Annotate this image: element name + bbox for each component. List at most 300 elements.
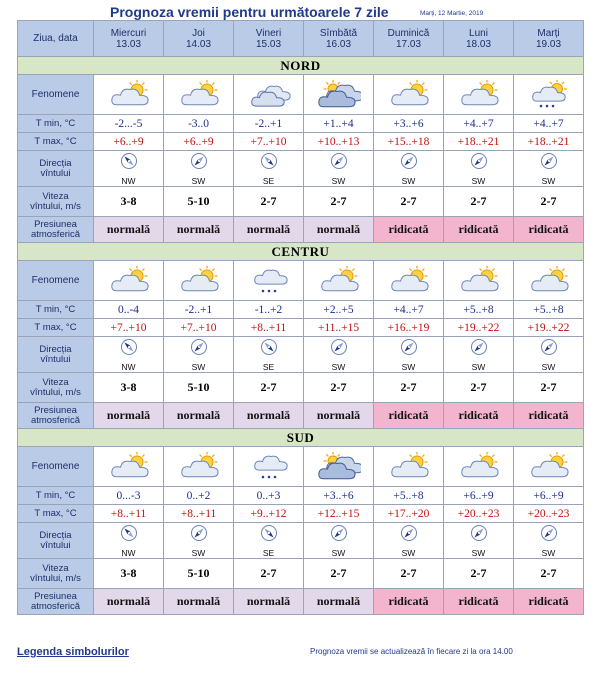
wind-direction-label-line2: vîntului	[40, 167, 71, 179]
sun-snow-icon	[514, 75, 584, 115]
tmax-text: +20..+23	[527, 507, 570, 520]
tmin-label-cell	[18, 487, 94, 505]
wind-direction-text: SW	[541, 547, 556, 558]
snow-cloud-icon	[234, 261, 304, 301]
wind-speed-text: 2-7	[470, 380, 487, 394]
wind-speed-text: 2-7	[260, 380, 277, 394]
wind-speed-text: 2-7	[470, 566, 487, 580]
pressure-value	[514, 589, 584, 615]
wind-direction-label-line1: Direcția	[39, 343, 72, 355]
pressure-value	[234, 589, 304, 615]
sun-cloud-icon	[444, 447, 514, 487]
tmax-value	[304, 319, 374, 337]
pressure-text: ridicată	[388, 594, 429, 608]
pressure-text: ridicată	[458, 594, 499, 608]
tmax-text: +8..+11	[110, 507, 147, 520]
tmax-value	[304, 505, 374, 523]
pressure-text: ridicată	[458, 408, 499, 422]
tmin-value	[234, 487, 304, 505]
pressure-value	[444, 403, 514, 429]
compass-icon	[400, 152, 418, 175]
wind-speed-value	[94, 187, 164, 217]
pressure-value	[164, 589, 234, 615]
pressure-label-cell	[18, 589, 94, 615]
wind-speed-value	[234, 373, 304, 403]
fenomene-label: Fenomene	[31, 88, 80, 100]
tmin-text: +4..+7	[533, 117, 564, 130]
wind-speed-value	[304, 559, 374, 589]
day-name: Sîmbătă	[319, 27, 358, 39]
day-header-cell	[304, 21, 374, 57]
header-row	[18, 21, 584, 57]
pressure-text: ridicată	[458, 222, 499, 236]
pressure-label-cell	[18, 217, 94, 243]
tmax-text: +7..+10	[180, 321, 217, 334]
wind-speed-text: 3-8	[120, 566, 137, 580]
sun-cloud-icon	[444, 261, 514, 301]
wind-direction-text: NW	[121, 175, 136, 186]
tmin-text: -1..+2	[254, 303, 283, 316]
day-date: 17.03	[395, 38, 422, 50]
tmax-label-cell	[18, 319, 94, 337]
tmin-text: 0..+3	[256, 489, 281, 502]
wind-direction	[94, 152, 163, 186]
wind-direction-label-line1: Direcția	[39, 529, 72, 541]
wind-speed-value	[514, 373, 584, 403]
wind-direction-label-cell	[18, 337, 94, 373]
wind-direction-text: SW	[331, 547, 346, 558]
day-name: Miercuri	[110, 27, 147, 39]
update-note: Prognoza vremii se actualizează în fiecare zi la ora 14.00	[310, 647, 513, 656]
wind-speed-text: 2-7	[330, 194, 347, 208]
wind-speed-label-line2: vîntului, m/s	[30, 200, 81, 212]
tmin-value	[94, 487, 164, 505]
dark-cloud-icon	[304, 447, 374, 487]
snow-cloud-icon	[234, 447, 304, 487]
pressure-text: normală	[176, 222, 221, 236]
pressure-value	[374, 589, 444, 615]
wind-direction-text: SW	[401, 547, 416, 558]
tmin-text: +6..+9	[533, 489, 564, 502]
wind-direction-text: SE	[262, 547, 275, 558]
tmax-value	[234, 319, 304, 337]
pressure-text: normală	[176, 408, 221, 422]
wind-speed-text: 2-7	[260, 566, 277, 580]
sun-cloud-icon	[514, 447, 584, 487]
pressure-text: normală	[246, 408, 291, 422]
wind-speed-label-line1: Viteza	[42, 562, 69, 574]
tmax-value	[444, 133, 514, 151]
day-header-cell	[374, 21, 444, 57]
day-date: 15.03	[255, 38, 282, 50]
wind-direction-cell	[94, 523, 164, 559]
tmin-text: +4..+7	[393, 303, 424, 316]
wind-direction-cell	[304, 523, 374, 559]
wind-direction-cell	[514, 151, 584, 187]
compass-icon	[120, 152, 138, 175]
pressure-value	[444, 589, 514, 615]
tmin-text: +3..+6	[323, 489, 354, 502]
day-date: 19.03	[535, 38, 562, 50]
tmin-label-cell	[18, 301, 94, 319]
pressure-value	[514, 403, 584, 429]
pressure-text: ridicată	[528, 222, 569, 236]
compass-icon	[120, 338, 138, 361]
tmax-value	[514, 505, 584, 523]
wind-speed-value	[94, 559, 164, 589]
tmax-value	[514, 133, 584, 151]
sun-cloud-icon	[304, 261, 374, 301]
wind-direction-cell	[444, 337, 514, 373]
fenomene-label-cell	[18, 75, 94, 115]
pressure-label-line2: atmosferică	[30, 228, 81, 240]
wind-speed-text: 2-7	[540, 380, 557, 394]
tmin-text: +6..+9	[463, 489, 494, 502]
day-name: Joi	[192, 27, 205, 39]
wind-direction	[94, 338, 163, 372]
tmin-value	[374, 487, 444, 505]
tmax-value	[234, 505, 304, 523]
day-name: Duminică	[387, 27, 430, 39]
wind-speed-value	[514, 187, 584, 217]
pressure-text: ridicată	[528, 594, 569, 608]
day-date: 16.03	[325, 38, 352, 50]
wind-direction	[374, 524, 443, 558]
tmin-text: +5..+8	[463, 303, 494, 316]
tmax-value	[514, 319, 584, 337]
tmax-text: +19..+22	[527, 321, 570, 334]
tmax-text: +8..+11	[250, 321, 287, 334]
tmin-text: -2...-5	[114, 117, 143, 130]
pressure-label-line1: Presiunea	[34, 218, 77, 230]
compass-icon	[540, 338, 558, 361]
fenomene-label-cell	[18, 447, 94, 487]
tmin-text: 0..+2	[186, 489, 211, 502]
tmin-text: 0...-3	[116, 489, 141, 502]
wind-direction-text: SW	[191, 547, 206, 558]
pressure-value	[514, 217, 584, 243]
wind-direction-label-cell	[18, 151, 94, 187]
wind-speed-value	[444, 559, 514, 589]
wind-direction-cell	[234, 523, 304, 559]
wind-direction-cell	[94, 337, 164, 373]
wind-direction	[94, 524, 163, 558]
pressure-label-cell	[18, 403, 94, 429]
sun-cloud-icon	[94, 261, 164, 301]
pressure-text: ridicată	[528, 408, 569, 422]
sun-cloud-icon	[94, 447, 164, 487]
wind-speed-label-cell	[18, 187, 94, 217]
wind-speed-value	[164, 373, 234, 403]
wind-direction	[444, 338, 513, 372]
tmax-text: +7..+10	[110, 321, 147, 334]
pressure-text: normală	[246, 594, 291, 608]
tmin-value	[514, 487, 584, 505]
wind-speed-label-line2: vîntului, m/s	[30, 386, 81, 398]
pressure-value	[164, 403, 234, 429]
wind-direction	[304, 152, 373, 186]
region-name: CENTRU	[271, 243, 330, 259]
fenomene-label-cell	[18, 261, 94, 301]
wind-direction-text: SW	[331, 175, 346, 186]
pressure-value	[304, 403, 374, 429]
compass-icon	[190, 338, 208, 361]
page-title: Prognoza vremii pentru următoarele 7 zile	[110, 4, 389, 20]
tmax-text: +15..+18	[387, 135, 430, 148]
compass-icon	[330, 524, 348, 547]
day-name: Vineri	[255, 27, 282, 39]
day-header-cell	[164, 21, 234, 57]
wind-direction	[234, 338, 303, 372]
compass-icon	[470, 338, 488, 361]
wind-direction-cell	[234, 337, 304, 373]
pressure-label-line2: atmosferică	[30, 414, 81, 426]
wind-speed-text: 3-8	[120, 380, 137, 394]
tmin-value	[444, 115, 514, 133]
tmin-value	[444, 487, 514, 505]
wind-speed-value	[234, 559, 304, 589]
tmin-label: T min, °C	[35, 303, 76, 315]
wind-speed-value	[94, 373, 164, 403]
tmin-text: +3..+6	[393, 117, 424, 130]
compass-icon	[190, 152, 208, 175]
wind-direction-label-line2: vîntului	[40, 353, 71, 365]
tmin-value	[374, 301, 444, 319]
pressure-text: normală	[316, 408, 361, 422]
tmin-text: +5..+8	[533, 303, 564, 316]
tmin-value	[444, 301, 514, 319]
day-date: 14.03	[185, 38, 212, 50]
wind-speed-value	[514, 559, 584, 589]
compass-icon	[120, 524, 138, 547]
tmax-label: T max, °C	[34, 135, 77, 147]
wind-speed-text: 5-10	[187, 380, 210, 394]
tmin-value	[514, 301, 584, 319]
wind-direction-cell	[234, 151, 304, 187]
wind-direction-label-cell	[18, 523, 94, 559]
wind-speed-text: 2-7	[400, 380, 417, 394]
day-name: Luni	[469, 27, 488, 39]
tmax-text: +16..+19	[387, 321, 430, 334]
header-label-cell	[18, 21, 94, 57]
wind-direction	[444, 524, 513, 558]
pressure-value	[234, 403, 304, 429]
pressure-value	[234, 217, 304, 243]
sun-cloud-icon	[164, 75, 234, 115]
tmax-text: +6..+9	[183, 135, 214, 148]
tmin-value	[234, 301, 304, 319]
tmin-label: T min, °C	[35, 489, 76, 501]
tmax-value	[374, 505, 444, 523]
tmax-value	[94, 133, 164, 151]
wind-direction-text: SW	[471, 175, 486, 186]
wind-direction-text: NW	[121, 547, 136, 558]
wind-speed-value	[234, 187, 304, 217]
compass-icon	[470, 152, 488, 175]
wind-direction	[514, 524, 583, 558]
tmin-value	[514, 115, 584, 133]
wind-direction-text: SW	[191, 361, 206, 372]
pressure-label-line2: atmosferică	[30, 600, 81, 612]
wind-speed-label-line1: Viteza	[42, 376, 69, 388]
compass-icon	[540, 152, 558, 175]
sun-cloud-icon	[514, 261, 584, 301]
tmax-value	[374, 319, 444, 337]
wind-speed-value	[164, 187, 234, 217]
compass-icon	[330, 152, 348, 175]
wind-direction	[164, 338, 233, 372]
tmax-text: +18..+21	[457, 135, 500, 148]
tmax-text: +12..+15	[317, 507, 360, 520]
tmax-value	[374, 133, 444, 151]
wind-speed-label-cell	[18, 373, 94, 403]
wind-direction	[304, 524, 373, 558]
compass-icon	[400, 524, 418, 547]
compass-icon	[190, 524, 208, 547]
day-name: Marți	[537, 27, 560, 39]
wind-direction-cell	[514, 337, 584, 373]
tmax-text: +19..+22	[457, 321, 500, 334]
sun-cloud-icon	[374, 447, 444, 487]
tmax-text: +20..+23	[457, 507, 500, 520]
compass-icon	[260, 524, 278, 547]
tmax-text: +18..+21	[527, 135, 570, 148]
day-date: 13.03	[115, 38, 142, 50]
pressure-value	[94, 589, 164, 615]
pressure-value	[444, 217, 514, 243]
wind-speed-value	[374, 373, 444, 403]
sun-cloud-icon	[374, 261, 444, 301]
wind-direction-text: SW	[401, 175, 416, 186]
wind-direction-label-line2: vîntului	[40, 539, 71, 551]
region-header	[18, 57, 584, 75]
wind-direction-text: NW	[121, 361, 136, 372]
wind-speed-text: 5-10	[187, 194, 210, 208]
tmax-value	[444, 319, 514, 337]
wind-speed-text: 2-7	[400, 566, 417, 580]
tmax-value	[444, 505, 514, 523]
tmax-text: +7..+10	[250, 135, 287, 148]
tmin-text: -2..+1	[254, 117, 283, 130]
tmin-value	[304, 115, 374, 133]
region-header	[18, 243, 584, 261]
compass-icon	[400, 338, 418, 361]
tmax-label: T max, °C	[34, 321, 77, 333]
wind-direction-text: SW	[471, 547, 486, 558]
region-name: NORD	[280, 57, 321, 73]
tmax-label-cell	[18, 133, 94, 151]
tmax-value	[94, 319, 164, 337]
pressure-label-line1: Presiunea	[34, 404, 77, 416]
tmax-value	[304, 133, 374, 151]
wind-speed-text: 3-8	[120, 194, 137, 208]
wind-direction-text: SW	[541, 361, 556, 372]
tmax-label: T max, °C	[34, 507, 77, 519]
tmin-label-cell	[18, 115, 94, 133]
tmax-value	[164, 133, 234, 151]
wind-direction-cell	[374, 337, 444, 373]
tmin-value	[304, 301, 374, 319]
pressure-value	[304, 217, 374, 243]
day-date: 18.03	[465, 38, 492, 50]
wind-direction	[164, 152, 233, 186]
wind-direction	[374, 338, 443, 372]
tmax-value	[164, 319, 234, 337]
wind-speed-label-cell	[18, 559, 94, 589]
wind-direction	[514, 152, 583, 186]
pressure-label-line1: Presiunea	[34, 590, 77, 602]
tmin-value	[164, 301, 234, 319]
wind-direction	[234, 152, 303, 186]
wind-direction	[304, 338, 373, 372]
pressure-value	[304, 589, 374, 615]
wind-speed-label-line1: Viteza	[42, 190, 69, 202]
forecast-table	[17, 20, 584, 615]
tmin-value	[374, 115, 444, 133]
tmin-value	[94, 115, 164, 133]
wind-direction-cell	[304, 337, 374, 373]
wind-speed-value	[304, 373, 374, 403]
tmax-value	[164, 505, 234, 523]
wind-speed-text: 2-7	[400, 194, 417, 208]
tmin-text: +5..+8	[393, 489, 424, 502]
tmax-text: +8..+11	[180, 507, 217, 520]
pressure-value	[164, 217, 234, 243]
wind-direction-text: SW	[191, 175, 206, 186]
tmax-text: +6..+9	[113, 135, 144, 148]
compass-icon	[540, 524, 558, 547]
wind-speed-value	[444, 187, 514, 217]
pressure-text: normală	[176, 594, 221, 608]
compass-icon	[330, 338, 348, 361]
region-header	[18, 429, 584, 447]
wind-direction-cell	[374, 151, 444, 187]
wind-direction	[514, 338, 583, 372]
legend-link[interactable]: Legenda simbolurilor	[17, 646, 129, 658]
wind-direction-cell	[444, 523, 514, 559]
compass-icon	[260, 152, 278, 175]
wind-direction-text: SW	[471, 361, 486, 372]
wind-speed-text: 2-7	[330, 566, 347, 580]
wind-speed-text: 2-7	[470, 194, 487, 208]
wind-speed-value	[374, 559, 444, 589]
pressure-text: normală	[106, 594, 151, 608]
pressure-text: normală	[106, 408, 151, 422]
sun-cloud-icon	[164, 261, 234, 301]
compass-icon	[260, 338, 278, 361]
wind-direction-cell	[164, 523, 234, 559]
sun-cloud-icon	[374, 75, 444, 115]
day-header-cell	[94, 21, 164, 57]
tmin-value	[234, 115, 304, 133]
wind-direction-cell	[94, 151, 164, 187]
tmax-text: +11..+15	[317, 321, 360, 334]
dark-cloud-icon	[304, 75, 374, 115]
wind-speed-value	[444, 373, 514, 403]
sun-cloud-icon	[94, 75, 164, 115]
tmin-text: -2..+1	[184, 303, 213, 316]
tmax-value	[234, 133, 304, 151]
tmin-value	[94, 301, 164, 319]
pressure-text: normală	[316, 594, 361, 608]
pressure-text: normală	[106, 222, 151, 236]
pressure-text: ridicată	[388, 408, 429, 422]
day-header-cell	[234, 21, 304, 57]
tmax-text: +9..+12	[250, 507, 287, 520]
wind-direction-text: SW	[541, 175, 556, 186]
region-name: SUD	[286, 429, 315, 445]
wind-direction-label-line1: Direcția	[39, 157, 72, 169]
